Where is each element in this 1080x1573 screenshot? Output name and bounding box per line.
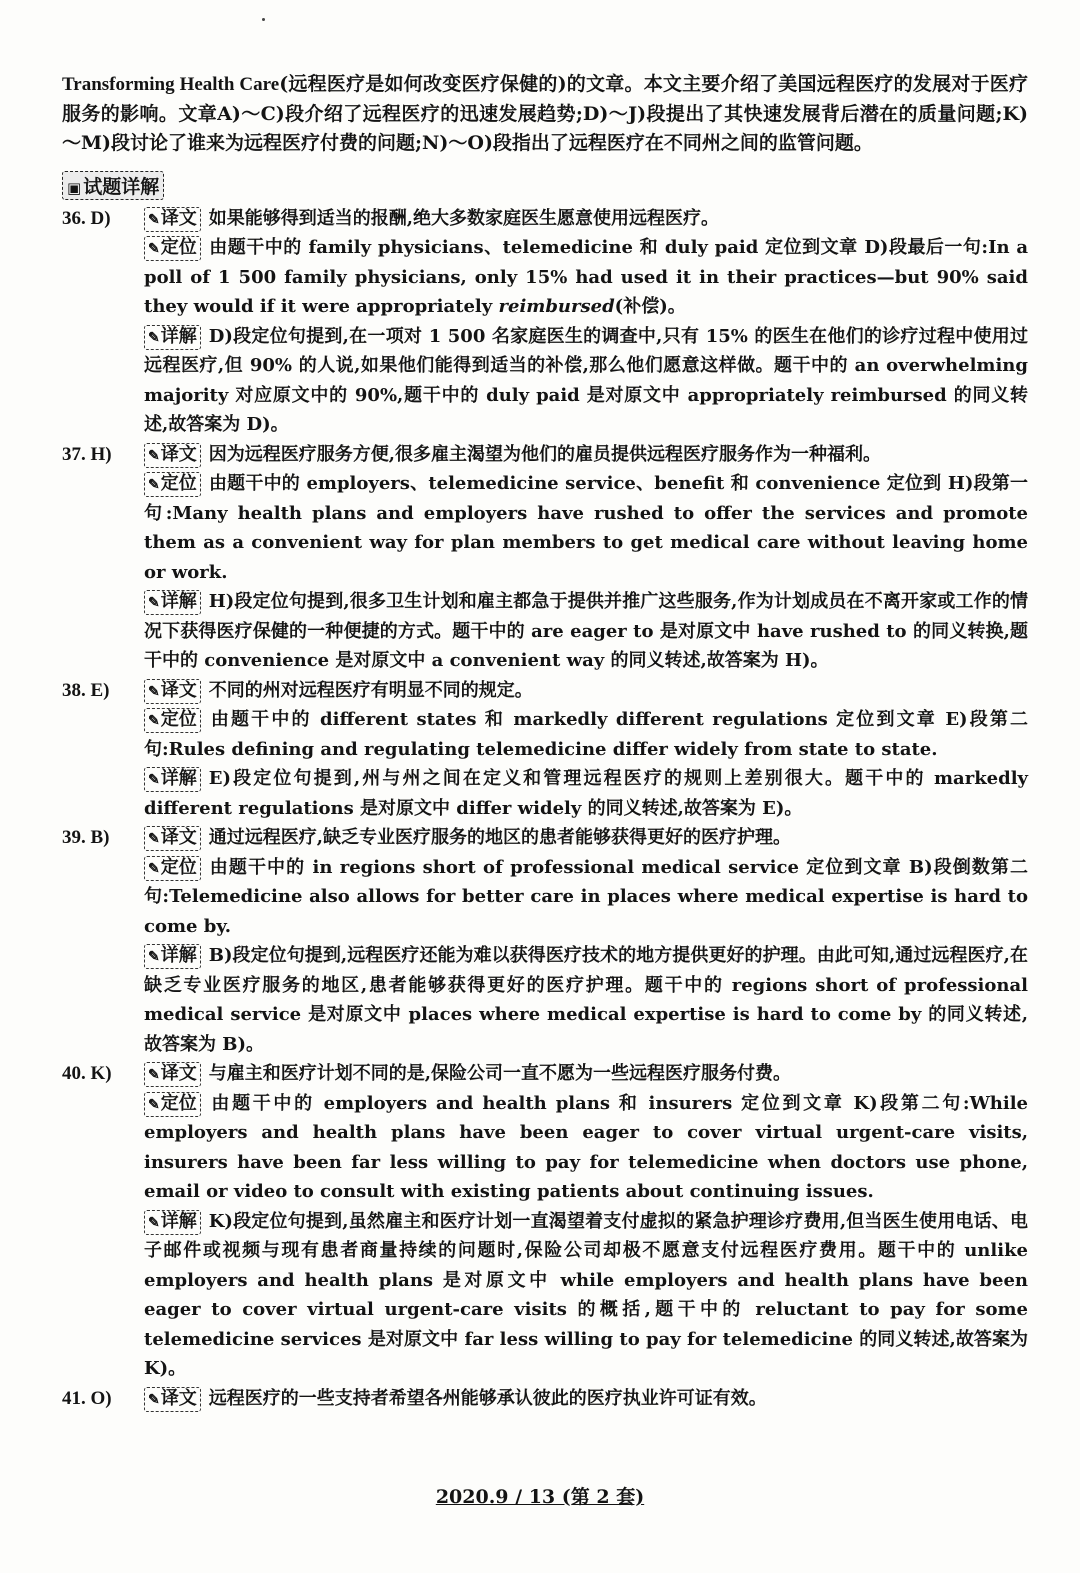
translation-tag — [144, 207, 201, 232]
translation-para — [144, 1059, 1028, 1089]
translation-para — [144, 204, 1028, 234]
tag-label: 译文 — [160, 207, 197, 229]
tag-label: 定位 — [160, 709, 197, 730]
tag-label: 详解 — [160, 1210, 197, 1232]
translation-text: 不同的州对远程医疗有明显不同的规定。 — [208, 679, 533, 701]
locate-tail: (补偿)。 — [614, 296, 686, 317]
translation-text: 如果能够得到适当的报酬,绝大多数家庭医生愿意使用远程医疗。 — [208, 207, 719, 229]
question-block — [62, 676, 1028, 824]
question-block — [62, 440, 1028, 676]
locate-para — [144, 1089, 1028, 1207]
translation-para — [144, 1384, 1028, 1414]
translation-text: 远程医疗的一些支持者希望各州能够承认彼此的医疗执业许可证有效。 — [208, 1387, 767, 1409]
pen-icon: ✎ — [148, 1067, 160, 1083]
question-block — [62, 823, 1028, 1059]
pen-icon: ✎ — [148, 1096, 160, 1113]
explain-text: K)段定位句提到,虽然雇主和医疗计划一直渴望着支付虚拟的紧急护理诊疗费用,但当医生使用电话、电子邮件或视频与现有患者商量持续的问题时,保险公司却极不愿意支付远程医疗费用。题干中的 unlike employers and health plans 是对原文中 while employers and health plans have been eager to cover virtual urgent-care visits 的概括,题干中的 reluctant to pay for some telemedicine services 是对原文中 far less willing to pay for telemedicine 的同义转述,故答案为 K)。 — [144, 1210, 1028, 1379]
pen-icon: ✎ — [148, 772, 160, 788]
document-body — [62, 70, 1028, 1413]
explain-text: E)段定位句提到,州与州之间在定义和管理远程医疗的规则上差别很大。题干中的 markedly different regulations 是对原文中 differ widely 的同义转述,故答案为 E)。 — [144, 768, 1028, 819]
intro-title: Transforming Health Care — [62, 74, 280, 95]
pen-icon: ✎ — [148, 713, 160, 729]
question-number: 40. K) — [62, 1063, 112, 1084]
locate-text: 由题干中的 employers、telemedicine service、benefit 和 convenience 定位到 H)段第一句:Many health plans and employers have rushed to offer the services and promote them as a convenient way for plan members to get medical care without leaving home or work. — [144, 473, 1028, 583]
question-block — [62, 1384, 1028, 1414]
section-title-text: 试题详解 — [83, 175, 160, 198]
pen-icon: ✎ — [148, 211, 160, 228]
locate-text: 由题干中的 employers and health plans 和 insurers 定位到文章 K)段第二句:While employers and health plans have been eager to cover virtual urgent-care visits, insurers have been far less willing to pay for telemedicine when doctors use phone, email or video to consult with existing patients about continuing issues. — [144, 1092, 1028, 1202]
locate-para — [144, 469, 1028, 587]
explain-para — [144, 941, 1028, 1059]
tag-label: 译文 — [160, 679, 197, 701]
tag-label: 详解 — [160, 325, 197, 347]
locate-italic: reimbursed — [498, 296, 615, 317]
explain-tag — [144, 590, 201, 615]
explain-para — [144, 764, 1028, 823]
tag-label: 译文 — [160, 1063, 197, 1084]
locate-text: 由题干中的 in regions short of professional medical service 定位到文章 B)段倒数第二句:Telemedicine also allows for better care in places where medical expertise is hard to come by. — [144, 856, 1028, 937]
question-block — [62, 204, 1028, 440]
pen-icon: ✎ — [148, 477, 160, 493]
explain-tag — [144, 325, 201, 350]
locate-tag — [144, 1092, 201, 1117]
pen-icon: ✎ — [148, 1214, 160, 1231]
locate-tag — [144, 236, 201, 261]
locate-text: 由题干中的 family physicians、telemedicine 和 duly paid 定位到文章 D)段最后一句:In a poll of 1 500 family physicians, only 15% had used it in their practices—but 90% said they would if it were appropriately — [144, 237, 1028, 317]
explain-tag — [144, 1210, 201, 1235]
tag-label: 详解 — [160, 945, 197, 966]
tag-label: 定位 — [160, 473, 197, 494]
translation-tag — [144, 443, 201, 468]
explain-para — [144, 1207, 1028, 1384]
question-number: 37. H) — [62, 443, 112, 465]
tag-label: 定位 — [160, 856, 197, 878]
locate-para — [144, 233, 1028, 322]
tag-label: 详解 — [160, 768, 197, 789]
section-title — [62, 171, 164, 200]
explain-tag — [144, 944, 201, 969]
translation-text: 通过远程医疗,缺乏专业医疗服务的地区的患者能够获得更好的医疗护理。 — [208, 827, 791, 848]
book-icon: ▣ — [67, 178, 82, 197]
tag-label: 定位 — [160, 1092, 197, 1114]
explain-para — [144, 322, 1028, 440]
tag-label: 定位 — [160, 237, 197, 258]
intro-paragraph — [62, 70, 1028, 159]
pen-icon: ✎ — [148, 683, 160, 700]
pen-icon: ✎ — [148, 241, 160, 257]
question-number: 38. E) — [62, 679, 110, 701]
pen-icon: ✎ — [148, 1391, 160, 1408]
explain-text: B)段定位句提到,远程医疗还能为难以获得医疗技术的地方提供更好的护理。由此可知,通过远程医疗,在缺乏专业医疗服务的地区,患者能够获得更好的医疗护理。题干中的 regions short of professional medical service 是对原文中 places where medical expertise is hard to come by 的同义转述,故答案为 B)。 — [144, 945, 1028, 1055]
locate-tag — [144, 472, 201, 497]
locate-tag — [144, 856, 201, 881]
tag-label: 译文 — [160, 827, 197, 848]
locate-text: 由题干中的 different states 和 markedly different regulations 定位到文章 E)段第二句:Rules defining and regulating telemedicine differ widely from state to state. — [144, 709, 1028, 760]
question-number: 36. D) — [62, 207, 111, 229]
scan-speck — [262, 18, 265, 21]
explain-tag — [144, 767, 201, 792]
translation-para — [144, 440, 1028, 470]
translation-tag — [144, 826, 201, 851]
question-block — [62, 1059, 1028, 1384]
footer-text: 2020.9 / 13 (第 2 套) — [435, 1486, 645, 1508]
question-number: 39. B) — [62, 827, 110, 848]
pen-icon: ✎ — [148, 447, 160, 464]
translation-tag — [144, 679, 201, 704]
page-footer — [0, 1482, 1080, 1509]
tag-label: 详解 — [160, 591, 197, 612]
pen-icon: ✎ — [148, 949, 160, 965]
tag-label: 译文 — [160, 443, 197, 465]
question-number: 41. O) — [62, 1387, 112, 1409]
translation-para — [144, 676, 1028, 706]
translation-para — [144, 823, 1028, 853]
explain-text: H)段定位句提到,很多卫生计划和雇主都急于提供并推广这些服务,作为计划成员在不离开家或工作的情况下获得医疗保健的一种便捷的方式。题干中的 are eager to 是对原文中 have rushed to 的同义转换,题干中的 convenience 是对原文中 a convenient way 的同义转述,故答案为 H)。 — [144, 591, 1028, 671]
translation-text: 因为远程医疗服务方便,很多雇主渴望为他们的雇员提供远程医疗服务作为一种福利。 — [208, 443, 881, 465]
intro-text: (远程医疗是如何改变医疗保健的)的文章。本文主要介绍了美国远程医疗的发展对于医疗服务的影响。文章A)～C)段介绍了远程医疗的迅速发展趋势;D)～J)段提出了其快速发展背后潜在的质量问题;K)～M)段讨论了谁来为远程医疗付费的问题;N)～O)段指出了远程医疗在不同州之间的监管问题。 — [62, 73, 1029, 154]
translation-tag — [144, 1387, 201, 1412]
pen-icon: ✎ — [148, 329, 160, 346]
locate-tag — [144, 708, 201, 733]
tag-label: 译文 — [160, 1387, 197, 1409]
pen-icon: ✎ — [148, 595, 160, 611]
pen-icon: ✎ — [148, 831, 160, 847]
translation-text: 与雇主和医疗计划不同的是,保险公司一直不愿为一些远程医疗服务付费。 — [208, 1063, 791, 1084]
translation-tag — [144, 1062, 201, 1087]
locate-para — [144, 853, 1028, 942]
pen-icon: ✎ — [148, 860, 160, 877]
locate-para — [144, 705, 1028, 764]
explain-para — [144, 587, 1028, 676]
explain-text: D)段定位句提到,在一项对 1 500 名家庭医生的调查中,只有 15% 的医生在他们的诊疗过程中使用过远程医疗,但 90% 的人说,如果他们能得到适当的补偿,那么他们愿意这样做。题干中的 an overwhelming majority 对应原文中的 90%,题干中的 duly paid 是对原文中 appropriately reimbursed 的同义转述,故答案为 D)。 — [144, 325, 1028, 435]
